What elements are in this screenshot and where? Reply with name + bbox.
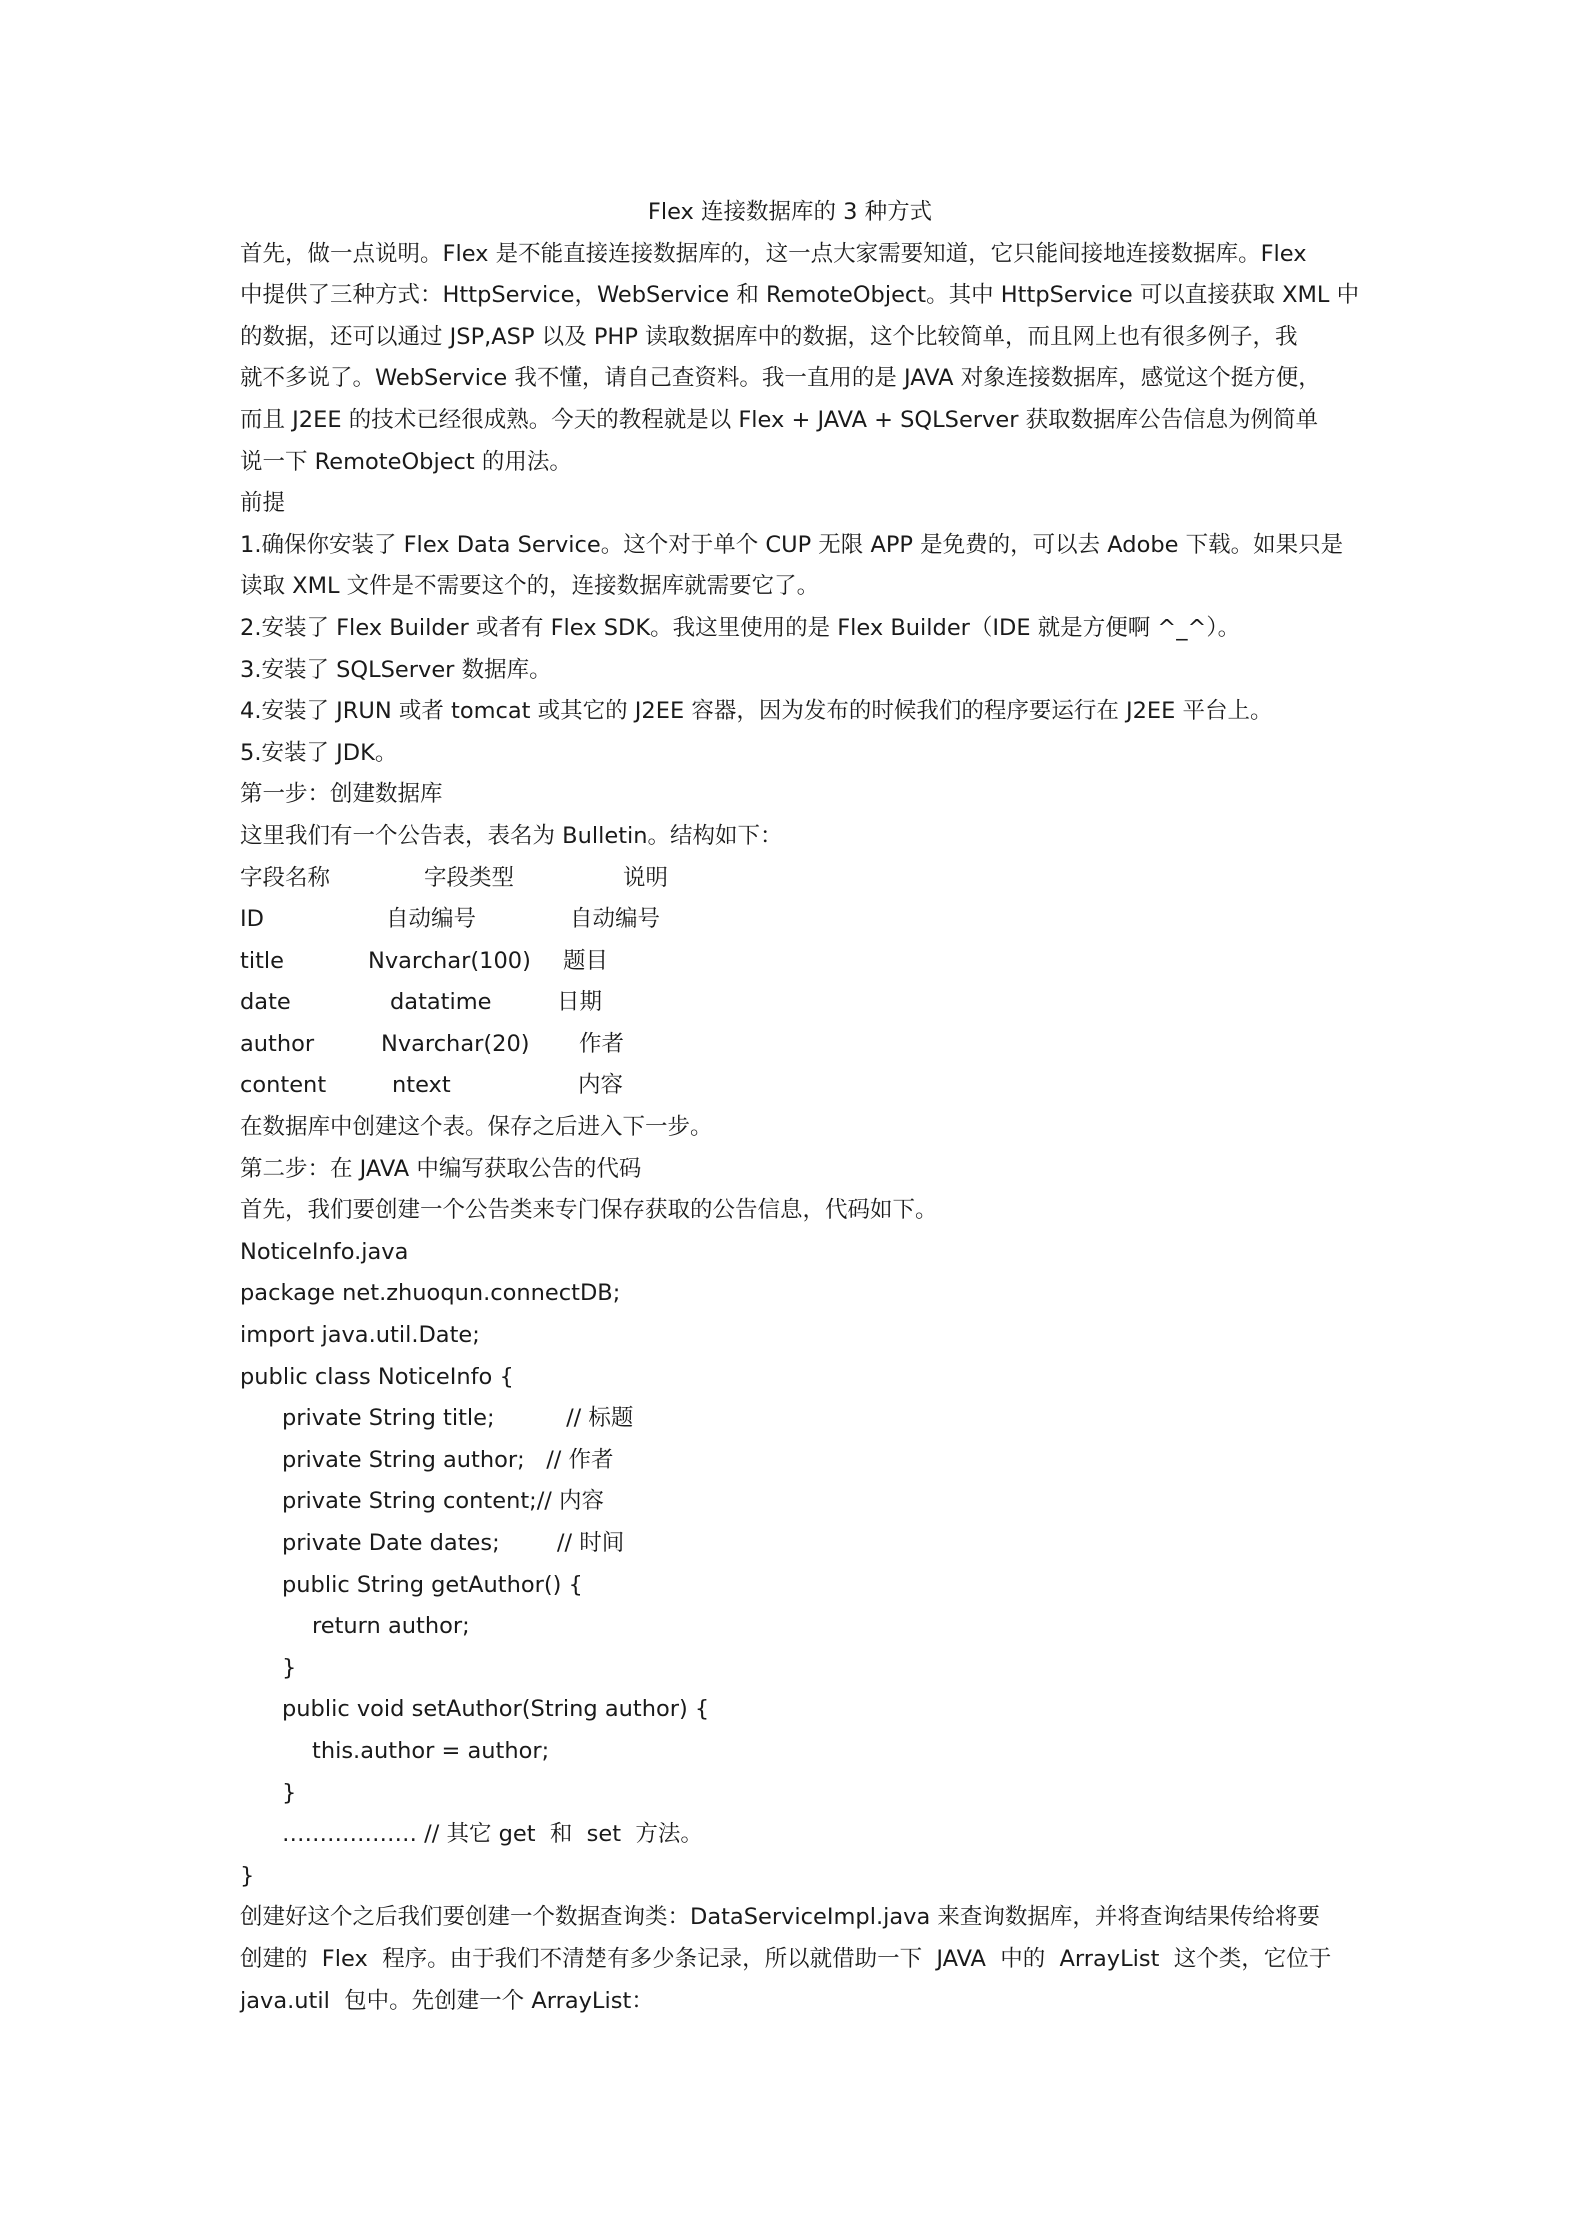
document-title: Flex 连接数据库的 3 种方式 (647, 199, 933, 225)
code-line: this.author = author; (312, 1737, 550, 1764)
code-line: import java.util.Date; (240, 1322, 480, 1349)
table-row (240, 1024, 1350, 1066)
table-cell: author (240, 1030, 315, 1057)
list-item: 读取 XML 文件是不需要这个的，连接数据库就需要它了。 (240, 573, 820, 600)
text-line: 创建好这个之后我们要创建一个数据查询类：DataServiceImpl.java 来查询数据库，并将查询结果传给将要 (240, 1904, 1320, 1931)
code-line: } (282, 1779, 297, 1806)
code-line: } (282, 1654, 297, 1681)
code-block (240, 1232, 1350, 1898)
code-line: ……………… // 其它 get 和 set 方法。 (282, 1821, 703, 1848)
code-line: } (240, 1862, 255, 1889)
step1-description: 这里我们有一个公告表，表名为 Bulletin。结构如下： (240, 822, 783, 849)
section-heading-step2: 第二步：在 JAVA 中编写获取公告的代码 (240, 1155, 642, 1182)
text-line: java.util 包中。先创建一个 ArrayList： (240, 1987, 654, 2014)
text-line: 首先，做一点说明。Flex 是不能直接连接数据库的，这一点大家需要知道，它只能间接地连接数据库。Flex (240, 240, 1307, 267)
table-cell: ID (240, 906, 264, 933)
table-header-cell: 字段类型 (424, 864, 515, 891)
list-item: 2.安装了 Flex Builder 或者有 Flex SDK。我这里使用的是 Flex Builder（IDE 就是方便啊 ^_^）。 (240, 614, 1241, 641)
prereq-list (240, 525, 1350, 775)
text-line: 的数据，还可以通过 JSP,ASP 以及 PHP 读取数据库中的数据，这个比较简单，而且网上也有很多例子，我 (240, 323, 1298, 350)
table-cell: Nvarchar(20) (381, 1030, 530, 1057)
table-header-row (240, 858, 1350, 900)
table-cell: 日期 (557, 989, 603, 1016)
list-item: 5.安装了 JDK。 (240, 739, 398, 766)
table-row (240, 1065, 1350, 1107)
document-body (240, 192, 1360, 2022)
section-heading-prereq: 前提 (240, 490, 286, 517)
code-line: private String content;// 内容 (282, 1488, 605, 1515)
code-line: public void setAuthor(String author) { (282, 1696, 710, 1723)
table-cell: ntext (392, 1072, 451, 1099)
list-item: 4.安装了 JRUN 或者 tomcat 或其它的 J2EE 容器，因为发布的时候我们的程序要运行在 J2EE 平台上。 (240, 698, 1273, 725)
code-line: public class NoticeInfo { (240, 1363, 514, 1390)
code-line: return author; (312, 1613, 470, 1640)
code-filename: NoticeInfo.java (240, 1238, 409, 1265)
table-cell: 题目 (563, 947, 609, 974)
table-header-cell: 字段名称 (240, 864, 331, 891)
table-row (240, 899, 1350, 941)
code-line: private String author; // 作者 (282, 1446, 614, 1473)
step2-description: 首先，我们要创建一个公告类来专门保存获取的公告信息，代码如下。 (240, 1197, 938, 1224)
table-row (240, 941, 1350, 983)
code-line: public String getAuthor() { (282, 1571, 583, 1598)
outro-paragraph (240, 1897, 1350, 2022)
table-header-cell: 说明 (623, 864, 669, 891)
table-cell: 作者 (579, 1030, 625, 1057)
table-cell: content (240, 1072, 327, 1099)
table-row (240, 982, 1350, 1024)
intro-paragraph (240, 234, 1360, 484)
code-line: private String title; // 标题 (282, 1405, 634, 1432)
table-cell: 内容 (578, 1072, 624, 1099)
step1-after-text: 在数据库中创建这个表。保存之后进入下一步。 (240, 1114, 713, 1141)
table-cell: 自动编号 (570, 906, 661, 933)
code-line: package net.zhuoqun.connectDB; (240, 1280, 621, 1307)
list-item: 1.确保你安装了 Flex Data Service。这个对于单个 CUP 无限 APP 是免费的，可以去 Adobe 下载。如果只是 (240, 531, 1344, 558)
text-line: 而且 J2EE 的技术已经很成熟。今天的教程就是以 Flex + JAVA + SQLServer 获取数据库公告信息为例简单 (240, 406, 1319, 433)
table-cell: title (240, 947, 284, 974)
section-heading-step1: 第一步：创建数据库 (240, 781, 443, 808)
table-cell: date (240, 989, 291, 1016)
list-item: 3.安装了 SQLServer 数据库。 (240, 656, 552, 683)
text-line: 创建的 Flex 程序。由于我们不清楚有多少条记录，所以就借助一下 JAVA 中的 ArrayList 这个类，它位于 (240, 1945, 1332, 1972)
table-cell: datatime (390, 989, 492, 1016)
code-line: private Date dates; // 时间 (282, 1530, 625, 1556)
text-line: 说一下 RemoteObject 的用法。 (240, 448, 572, 475)
field-table (240, 858, 1350, 1108)
text-line: 就不多说了。WebService 我不懂，请自己查资料。我一直用的是 JAVA 对象连接数据库，感觉这个挺方便， (240, 365, 1321, 392)
text-line: 中提供了三种方式：HttpService，WebService 和 RemoteObject。其中 HttpService 可以直接获取 XML 中 (240, 282, 1360, 309)
table-cell: 自动编号 (386, 906, 477, 933)
table-cell: Nvarchar(100) (368, 947, 531, 974)
